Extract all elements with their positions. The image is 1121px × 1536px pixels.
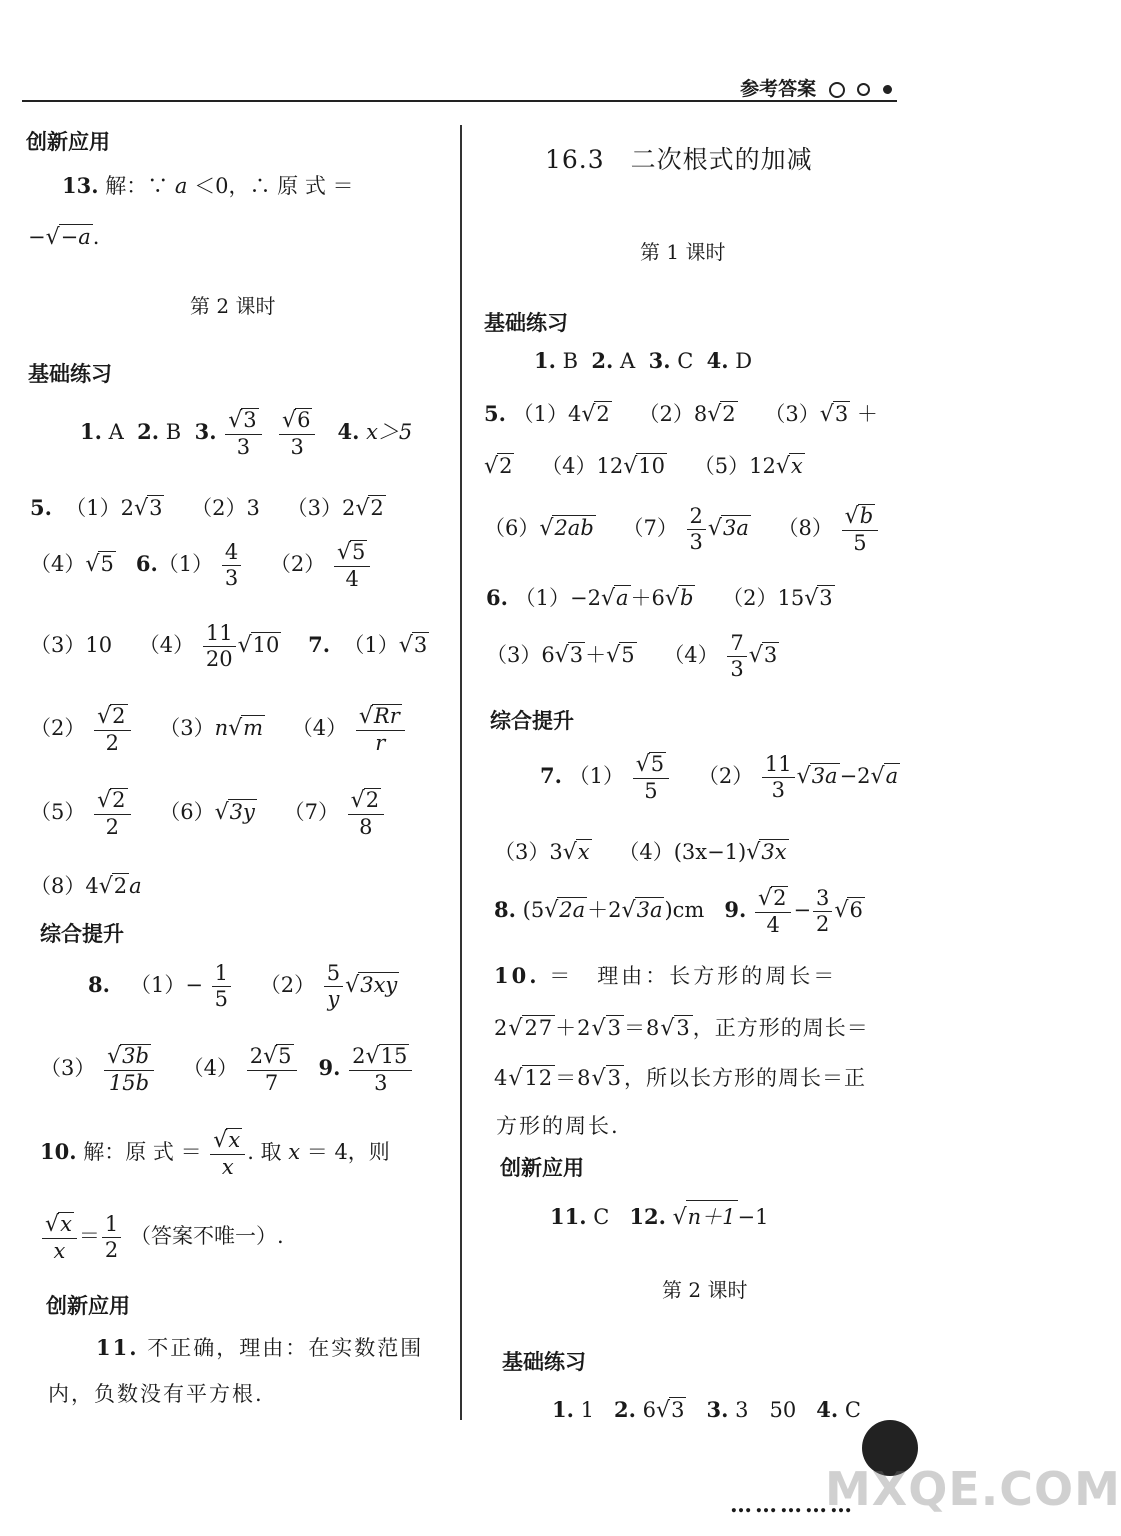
column-divider bbox=[460, 125, 462, 1420]
answer-line: 10. 解：原 式 ＝ $\frac{√x}{x}$ . 取 x ＝ 4，则 bbox=[40, 1128, 390, 1180]
section-title: 创新应用 bbox=[500, 1156, 584, 1180]
section-title: 综合提升 bbox=[40, 922, 124, 946]
answer-line: 7. （1） $\frac{√5}{5}$ （2） $\frac{11}{3}$ √3a−2√a bbox=[540, 752, 899, 804]
answer-line: 5. （1）4√2 （2）8√2 （3）√3 ＋ bbox=[484, 401, 878, 427]
circle-icon bbox=[857, 83, 870, 96]
answer-13-line2: −√−a. bbox=[28, 225, 100, 250]
answer-line: 11. C 12. √n＋1−1 bbox=[550, 1200, 769, 1231]
answer-line: $\frac{√x}{x}$ ＝ $\frac{1}{2}$ （答案不唯一）. bbox=[40, 1212, 284, 1263]
answer-line: （3） $\frac{√3b}{15b}$ （4） $\frac{2√5}{7}$ 9. $\frac{2√15}{3}$ bbox=[40, 1044, 414, 1095]
section-title: 基础练习 bbox=[484, 311, 568, 335]
lesson-heading: 第 1 课时 bbox=[640, 240, 726, 264]
answer-line: √2 （4）12√10 （5）12√x bbox=[484, 454, 803, 479]
answer-line: 方形的周长. bbox=[496, 1114, 620, 1138]
answer-line: （3）10 （4） $\frac{11}{20}$ √10 7. （1）√3 bbox=[30, 621, 428, 672]
section-title: 创新应用 bbox=[46, 1294, 130, 1318]
answer-line: （4）√5 6.（1） $\frac{4}{3}$ （2） $\frac{√5}{4}$ bbox=[30, 540, 372, 591]
answer-line: （2） $\frac{√2}{2}$ （3）n√m （4） $\frac{√Rr}{r}$ bbox=[30, 704, 407, 755]
lesson-heading: 第 2 课时 bbox=[190, 294, 276, 318]
answer-line: 4√12＝8√3，所以长方形的周长＝正 bbox=[494, 1066, 866, 1091]
section-title: 创新应用 bbox=[26, 130, 110, 154]
header-title: 参考答案 bbox=[740, 78, 817, 100]
answer-line: （5） $\frac{√2}{2}$ （6）√3y （7） $\frac{√2}{8}$ bbox=[30, 788, 386, 839]
answer-line: （3）3√x （4）(3x−1)√3x bbox=[494, 840, 787, 865]
footer-dots: …………… bbox=[730, 1492, 855, 1518]
circle-icon bbox=[829, 82, 845, 98]
section-title: 综合提升 bbox=[490, 709, 574, 733]
answer-line: 11. 不正确，理由：在实数范围 bbox=[96, 1335, 424, 1360]
answer-line: 6. （1）−2√a＋6√b （2）15√3 bbox=[486, 585, 833, 611]
answer-line: 1. A 2. B 3. $\frac{√3}{3}$ $\frac{√6}{3}$ 4. x＞5 bbox=[80, 408, 413, 460]
header-rule bbox=[22, 100, 897, 102]
answer-line: 内，负数没有平方根. bbox=[48, 1382, 264, 1406]
chapter-title: 16.3 二次根式的加减 bbox=[545, 145, 813, 174]
answer-line: 2√27＋2√3＝8√3，正方形的周长＝ bbox=[494, 1016, 869, 1041]
answer-line: 1. 1 2. 6√3 3. 3 50 4. C bbox=[552, 1397, 861, 1423]
answer-line: 1. B 2. A 3. C 4. D bbox=[534, 348, 753, 373]
watermark-logo: MXQE.COM bbox=[825, 1462, 1121, 1516]
dot-icon bbox=[883, 85, 892, 94]
answer-line: 5. （1）2√3 （2）3 （3）2√2 bbox=[30, 495, 384, 521]
lesson-heading: 第 2 课时 bbox=[662, 1278, 748, 1302]
answer-line: 10. ＝ 理由：长方形的周长＝ bbox=[494, 963, 838, 988]
section-title: 基础练习 bbox=[502, 1350, 586, 1374]
answer-line: （6）√2ab （7） $\frac{2}{3}$ √3a （8） $\frac{√b}{5}$ bbox=[484, 504, 880, 555]
running-header bbox=[740, 74, 892, 101]
answer-line: （3）6√3＋√5 （4） $\frac{7}{3}$ √3 bbox=[486, 631, 778, 682]
answer-line: 8. （1）− $\frac{1}{5}$ （2） $\frac{5}{y}$ √3xy bbox=[88, 961, 398, 1012]
section-title: 基础练习 bbox=[28, 362, 112, 386]
answer-line: （8）4√2a bbox=[30, 874, 142, 899]
answer-line: 8. (5√2a＋2√3a)cm 9. $\frac{√2}{4}$ − $\frac{3}{2}$ √6 bbox=[494, 886, 863, 938]
answer-13-line1: 13. 解：∵ a ＜0，∴ 原 式 ＝ bbox=[62, 173, 354, 198]
